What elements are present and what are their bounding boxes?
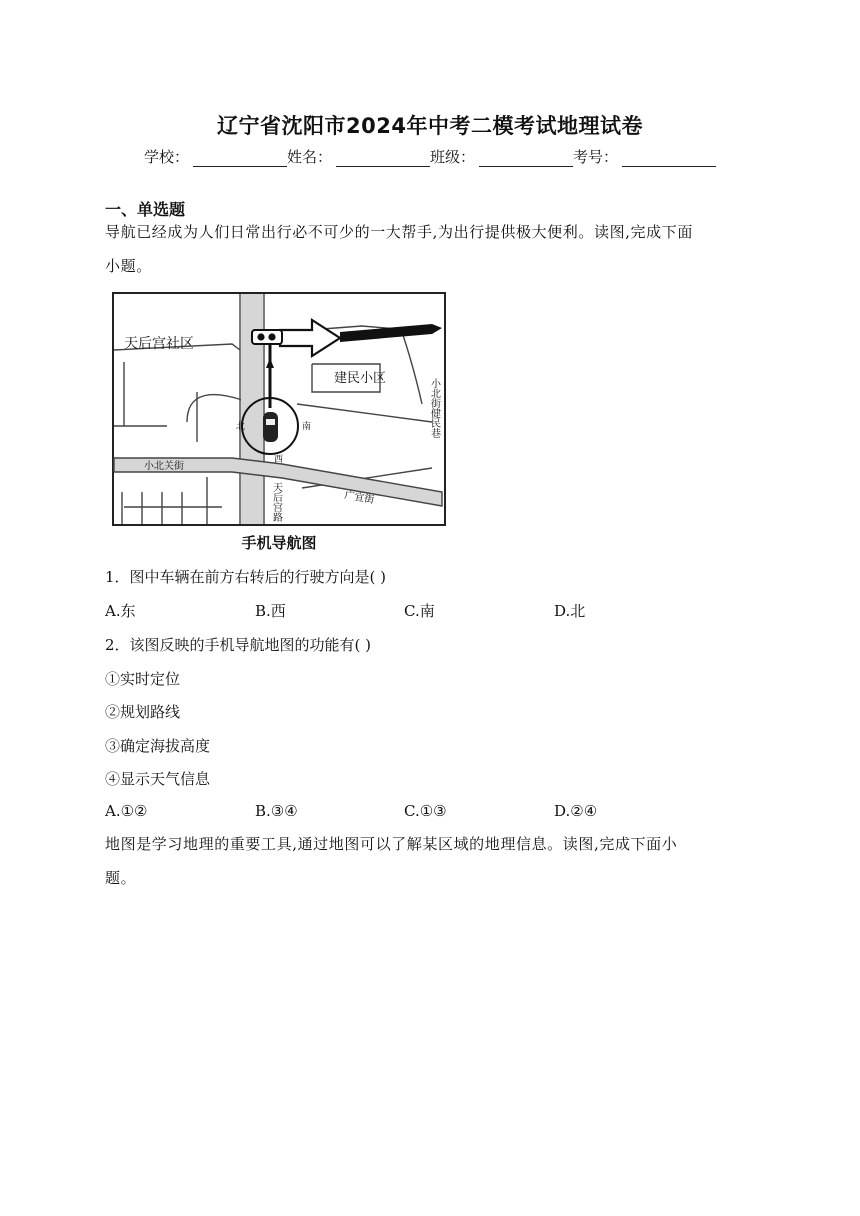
intro-line: 导航已经成为人们日常出行必不可少的一大帮手,为出行提供极大便利。读图,完成下面 xyxy=(105,223,693,241)
page-title: 辽宁省沈阳市2024年中考二模考试地理试卷 xyxy=(217,114,643,138)
name-blank xyxy=(336,150,430,167)
q1-option-c: C.南 xyxy=(404,602,435,620)
map-label-xiaobeiguan-street: 小北关街 xyxy=(144,461,184,472)
exam-number-field xyxy=(573,146,716,167)
exam-number-label: 考号： xyxy=(573,148,619,166)
q2-option-d: D.②④ xyxy=(554,802,598,820)
intro-paragraph-2 xyxy=(105,827,765,895)
name-field xyxy=(287,146,430,167)
compass-south-label: 南 xyxy=(302,422,312,432)
q2-option-b: B.③④ xyxy=(255,802,298,820)
name-label: 姓名： xyxy=(286,148,332,166)
exam-number-blank xyxy=(622,150,716,167)
intro-line: 小题。 xyxy=(105,257,152,275)
student-info-line xyxy=(0,146,860,167)
section-heading: 一、单选题 xyxy=(105,200,186,219)
q2-item: ①实时定位 xyxy=(105,670,181,688)
map-caption: 手机导航图 xyxy=(241,534,317,552)
q2-item: ③确定海拔高度 xyxy=(105,737,211,755)
question-1: 1．图中车辆在前方右转后的行驶方向是( ) xyxy=(105,568,387,586)
q1-option-d: D.北 xyxy=(554,602,586,620)
road-tianhougong-fill xyxy=(241,294,263,524)
navigation-map xyxy=(112,292,446,526)
map-label-tianhougong-road: 天后宫路 xyxy=(270,482,282,522)
q2-item: ④显示天气信息 xyxy=(105,770,211,788)
compass-north-label: 北 xyxy=(236,422,246,432)
map-label-tianhougong-community: 天后宫社区 xyxy=(124,336,194,352)
map-label-guangyi-street: 广宜街 xyxy=(343,490,375,507)
q1-option-b: B.西 xyxy=(255,602,286,620)
q2-item: ②规划路线 xyxy=(105,703,181,721)
class-label: 班级： xyxy=(430,148,476,166)
q2-option-c: C.①③ xyxy=(404,802,447,820)
school-field xyxy=(144,146,287,167)
class-field xyxy=(430,146,573,167)
school-blank xyxy=(193,150,287,167)
intro-line: 题。 xyxy=(105,869,137,887)
traffic-light-icon xyxy=(252,330,282,344)
q1-option-a: A.东 xyxy=(105,602,136,620)
q2-option-a: A.①② xyxy=(105,802,148,820)
class-blank xyxy=(479,150,573,167)
map-label-jianmin-district: 建民小区 xyxy=(334,371,387,386)
map-label-xiaobeijie-jianmin-lane: 小北街健民巷 xyxy=(428,378,440,438)
car-icon xyxy=(263,412,278,442)
intro-paragraph-1 xyxy=(105,215,765,283)
intro-line: 地图是学习地理的重要工具,通过地图可以了解某区域的地理信息。读图,完成下面小 xyxy=(105,835,678,853)
school-label: 学校： xyxy=(143,148,189,166)
question-2: 2．该图反映的手机导航地图的功能有( ) xyxy=(105,636,372,654)
compass-west-label: 西 xyxy=(274,455,284,465)
